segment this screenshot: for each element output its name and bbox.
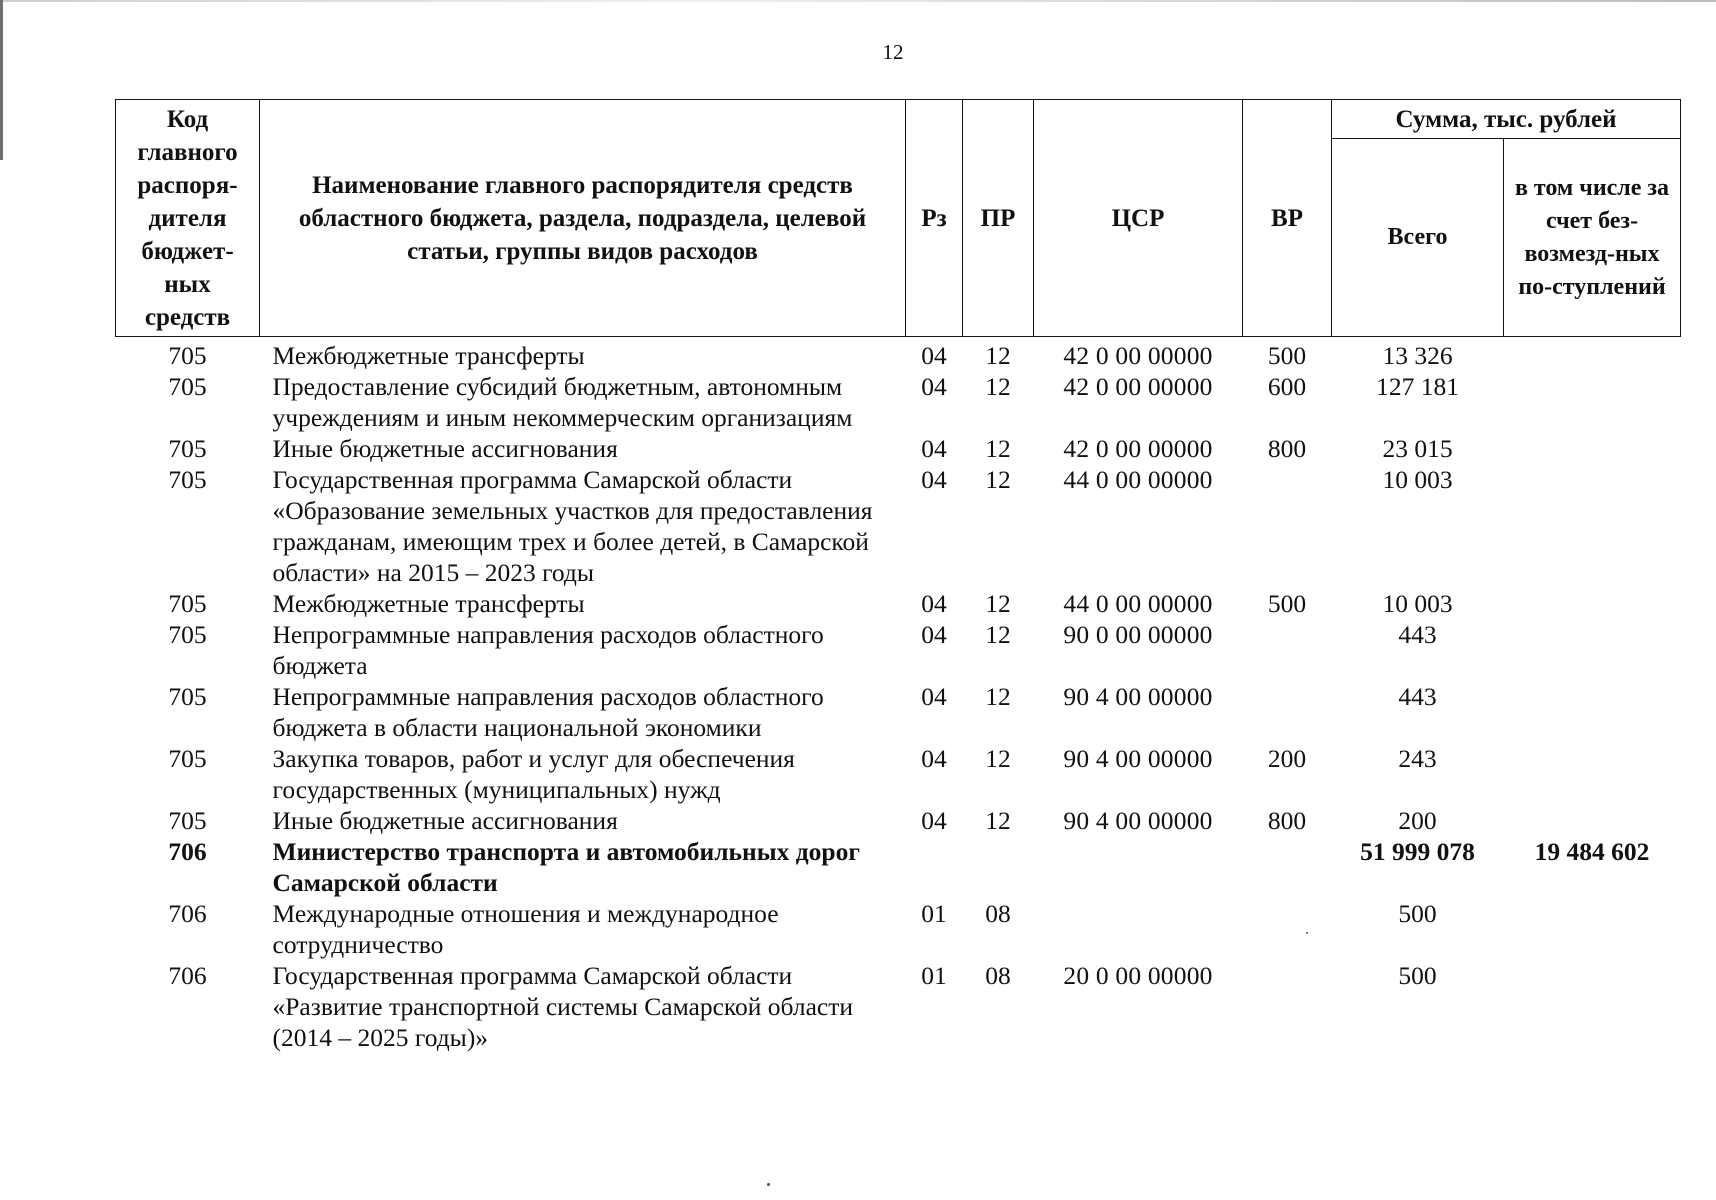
cell-csr: 44 0 00 00000 <box>1063 465 1213 494</box>
cell-grant <box>1504 371 1681 433</box>
table-row <box>116 836 1681 898</box>
cell-pr: 12 <box>985 589 1011 618</box>
cell-pr: 12 <box>985 434 1011 463</box>
cell-csr: 90 4 00 00000 <box>1063 682 1213 711</box>
cell-name: Предоставление субсидий бюджетным, автономным учреждениям и иным некоммерческим организациям <box>272 372 853 432</box>
cell-name: Непрограммные направления расходов областного бюджета <box>272 620 824 680</box>
cell-name: Министерство транспорта и автомобильных дорог Самарской области <box>272 837 860 897</box>
cell-total: 500 <box>1398 961 1437 990</box>
scan-left-edge <box>0 0 3 160</box>
cell-total: 23 015 <box>1382 434 1453 463</box>
cell-rz: 04 <box>921 682 947 711</box>
table-header <box>116 100 1681 337</box>
cell-code: 705 <box>168 744 207 773</box>
cell-csr: 42 0 00 00000 <box>1063 372 1213 401</box>
cell-pr: 12 <box>985 682 1011 711</box>
cell-code: 706 <box>168 961 207 990</box>
header-pr: ПР <box>963 100 1034 337</box>
cell-csr: 42 0 00 00000 <box>1063 434 1213 463</box>
table-row <box>116 619 1681 681</box>
cell-code: 705 <box>168 620 207 649</box>
cell-code: 705 <box>168 682 207 711</box>
cell-total: 243 <box>1398 744 1437 773</box>
cell-csr: 42 0 00 00000 <box>1063 341 1213 370</box>
cell-total: 500 <box>1398 899 1437 928</box>
header-rz: Рз <box>906 100 963 337</box>
cell-rz: 04 <box>921 620 947 649</box>
cell-csr: 90 4 00 00000 <box>1063 744 1213 773</box>
cell-rz: 04 <box>921 341 947 370</box>
table-body <box>116 337 1681 1054</box>
cell-pr: 12 <box>985 372 1011 401</box>
cell-code: 706 <box>168 837 207 866</box>
cell-pr: 12 <box>985 465 1011 494</box>
cell-grant <box>1504 337 1681 372</box>
cell-vr: 500 <box>1267 341 1307 370</box>
cell-name: Закупка товаров, работ и услуг для обеспечения государственных (муниципальных) нужд <box>272 744 795 804</box>
cell-code: 705 <box>168 806 207 835</box>
header-name: Наименование главного распорядителя средств областного бюджета, раздела, подраздела, целевой статьи, группы видов расходов <box>260 100 906 337</box>
cell-total: 127 181 <box>1376 372 1459 401</box>
cell-code: 705 <box>168 341 207 370</box>
cell-total: 10 003 <box>1382 465 1453 494</box>
cell-vr <box>1243 898 1332 960</box>
cell-vr <box>1243 836 1332 898</box>
cell-vr: 500 <box>1267 589 1307 618</box>
cell-grant <box>1504 960 1681 1053</box>
cell-rz: 04 <box>921 589 947 618</box>
cell-vr <box>1243 464 1332 588</box>
table-row <box>116 371 1681 433</box>
page-number: 12 <box>882 40 904 64</box>
cell-code: 706 <box>168 899 207 928</box>
cell-csr: 90 4 00 00000 <box>1063 806 1213 835</box>
cell-rz: 04 <box>921 806 947 835</box>
cell-total: 443 <box>1398 682 1437 711</box>
cell-vr <box>1243 681 1332 743</box>
table-row <box>116 743 1681 805</box>
table-row <box>116 588 1681 619</box>
cell-name: Иные бюджетные ассигнования <box>272 434 618 463</box>
cell-grant <box>1504 898 1681 960</box>
cell-pr: 12 <box>985 806 1011 835</box>
cell-pr: 08 <box>985 899 1011 928</box>
cell-grant <box>1504 588 1681 619</box>
cell-vr <box>1243 960 1332 1053</box>
cell-csr: 20 0 00 00000 <box>1063 961 1213 990</box>
cell-name: Непрограммные направления расходов областного бюджета в области национальной экономики <box>272 682 824 742</box>
cell-pr <box>963 836 1034 898</box>
cell-code: 705 <box>168 434 207 463</box>
cell-name: Иные бюджетные ассигнования <box>272 806 618 835</box>
cell-pr: 12 <box>985 341 1011 370</box>
table-row <box>116 898 1681 960</box>
cell-csr <box>1034 898 1243 960</box>
cell-code: 705 <box>168 589 207 618</box>
cell-vr: 800 <box>1267 434 1307 463</box>
scan-top-edge <box>0 0 1716 2</box>
header-grant: в том числе за счет без-возмезд-ных по-ступлений <box>1504 139 1681 337</box>
cell-rz <box>906 836 963 898</box>
cell-name: Государственная программа Самарской области «Развитие транспортной системы Самарской области (2014 – 2025 годы)» <box>272 961 854 1052</box>
cell-code: 705 <box>168 372 207 401</box>
cell-grant: 19 484 602 <box>1534 837 1650 866</box>
header-code: Код главного распоря-дителя бюджет-ных средств <box>116 100 260 337</box>
cell-rz: 01 <box>921 899 947 928</box>
table-row <box>116 464 1681 588</box>
header-csr: ЦСР <box>1034 100 1243 337</box>
cell-pr: 12 <box>985 620 1011 649</box>
cell-rz: 04 <box>921 434 947 463</box>
cell-csr: 44 0 00 00000 <box>1063 589 1213 618</box>
cell-grant <box>1504 619 1681 681</box>
cell-vr: 600 <box>1267 372 1307 401</box>
cell-rz: 04 <box>921 744 947 773</box>
cell-pr: 08 <box>985 961 1011 990</box>
cell-rz: 04 <box>921 465 947 494</box>
table-row <box>116 433 1681 464</box>
table-row <box>116 681 1681 743</box>
cell-name: Межбюджетные трансферты <box>272 589 585 618</box>
cell-rz: 01 <box>921 961 947 990</box>
cell-grant <box>1504 805 1681 836</box>
cell-total: 51 999 078 <box>1360 837 1475 866</box>
table-row <box>116 805 1681 836</box>
cell-grant <box>1504 464 1681 588</box>
cell-total: 13 326 <box>1382 341 1453 370</box>
cell-vr: 800 <box>1267 806 1307 835</box>
table-row <box>116 960 1681 1053</box>
cell-name: Международные отношения и международное сотрудничество <box>272 899 779 959</box>
cell-csr <box>1034 836 1243 898</box>
header-vr: ВР <box>1243 100 1332 337</box>
table-row <box>116 337 1681 372</box>
cell-grant <box>1504 743 1681 805</box>
cell-grant <box>1504 433 1681 464</box>
cell-total: 443 <box>1398 620 1437 649</box>
cell-vr <box>1243 619 1332 681</box>
cell-name: Государственная программа Самарской области «Образование земельных участков для предоставления гражданам, имеющим трех и более детей, в Самарской области» на 2015 – 2023 годы <box>272 465 873 587</box>
cell-total: 200 <box>1398 806 1437 835</box>
cell-pr: 12 <box>985 744 1011 773</box>
cell-vr: 200 <box>1267 744 1307 773</box>
scan-speck <box>767 1183 770 1186</box>
cell-rz: 04 <box>921 372 947 401</box>
header-total: Всего <box>1332 139 1504 337</box>
cell-grant <box>1504 681 1681 743</box>
budget-table <box>115 99 1681 1053</box>
header-sum: Сумма, тыс. рублей <box>1332 100 1681 139</box>
cell-total: 10 003 <box>1382 589 1453 618</box>
cell-code: 705 <box>168 465 207 494</box>
cell-name: Межбюджетные трансферты <box>272 341 585 370</box>
cell-csr: 90 0 00 00000 <box>1063 620 1213 649</box>
